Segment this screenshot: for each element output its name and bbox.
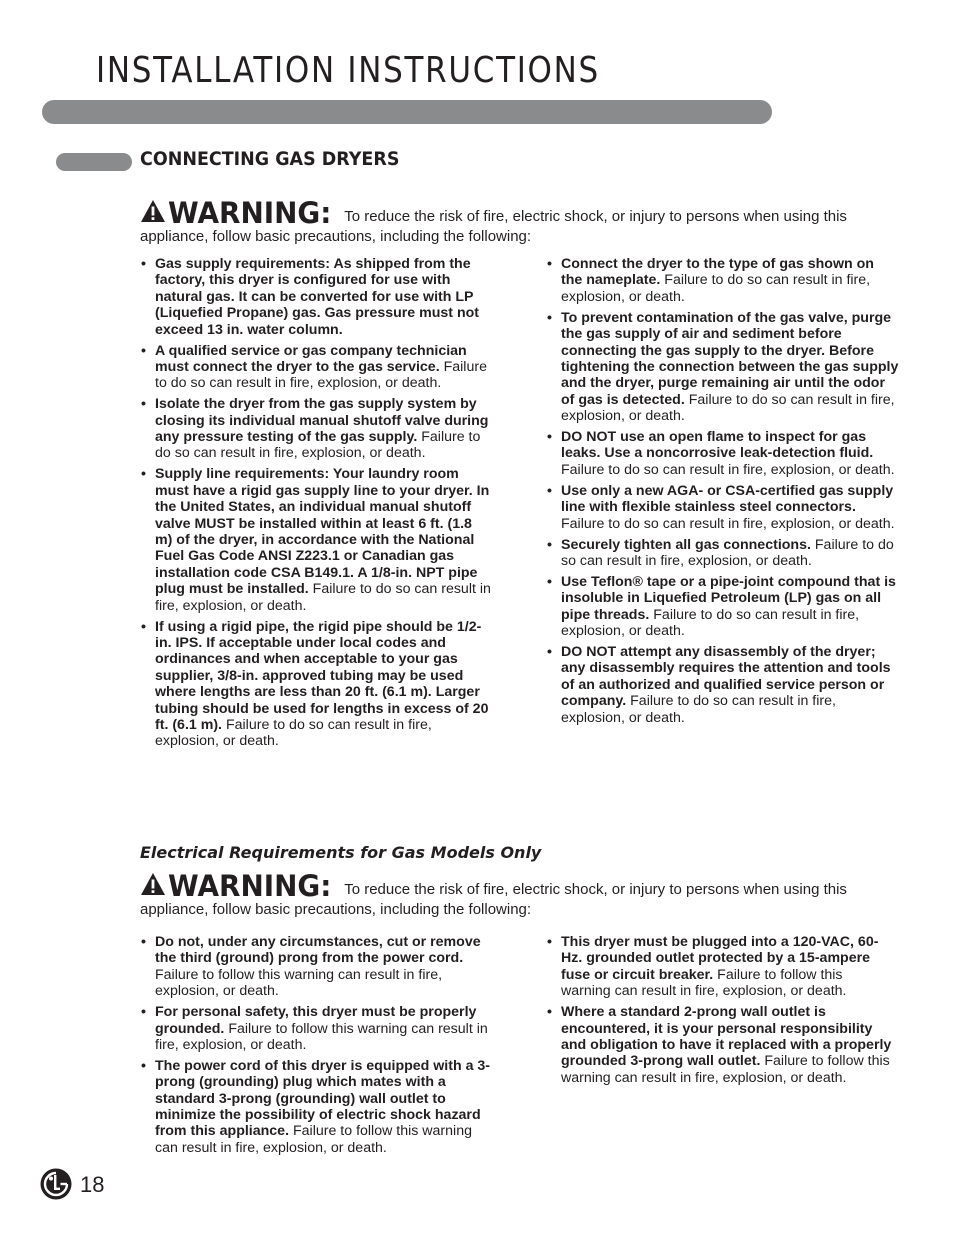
bullet-normal-text: Failure to do so can result in fire, explosion, or death. bbox=[155, 358, 487, 392]
bullet-normal-text: Failure to do so can result in fire, explosion, or death. bbox=[561, 606, 860, 640]
section-heading: CONNECTING GAS DRYERS bbox=[140, 148, 400, 170]
bullet-item bbox=[141, 934, 496, 1000]
bullet-item bbox=[141, 343, 493, 392]
electrical-warning-right-list bbox=[547, 934, 892, 1086]
bullet-item bbox=[547, 1004, 892, 1086]
warning-intro bbox=[140, 871, 885, 919]
bullet-bold-text: This dryer must be plugged into a 120-VAC, 60-Hz. grounded outlet protected by a 15-ampere fuse or circuit breaker. bbox=[561, 934, 879, 983]
bullet-item bbox=[547, 429, 899, 478]
bullet-bold-text: Connect the dryer to the type of gas shown on the nameplate. bbox=[561, 256, 874, 289]
warning-triangle-icon bbox=[140, 872, 166, 896]
bullet-item bbox=[141, 1004, 496, 1053]
warning-label: WARNING: bbox=[168, 869, 332, 903]
gas-warning-right-list bbox=[547, 256, 899, 726]
bullet-normal-text: Failure to follow this warning can result in fire, explosion, or death. bbox=[155, 1020, 488, 1053]
bullet-bold-text: Securely tighten all gas connections. bbox=[561, 536, 811, 553]
warning-triangle-icon bbox=[140, 199, 166, 223]
bullet-item bbox=[141, 466, 493, 614]
bullet-item bbox=[547, 574, 899, 640]
bullet-bold-text: DO NOT use an open flame to inspect for gas leaks. Use a noncorrosive leak-detection fluid. bbox=[561, 429, 874, 462]
bullet-normal-text: Failure to do so can result in fire, explosion, or death. bbox=[155, 716, 432, 750]
bullet-bold-text: If using a rigid pipe, the rigid pipe should be 1/2-in. IPS. If acceptable under local codes and ordinances and when acceptable to your gas supplier, 3/8-in. approved tubing may be used where lengths are less than 20 ft. (6.1 m). Larger tubing should be used for lengths in excess of 20 ft. (6.1 m). bbox=[155, 618, 489, 733]
bullet-bold-text: Supply line requirements: Your laundry room must have a rigid gas supply line to your dryer. In the United States, an individual manual shutoff valve MUST be installed within at least 6 ft. (1.8 m) of the dryer, in accordance with the National Fuel Gas Code ANSI Z223.1 or Canadian gas installation code CSA B149.1. A 1/8-in. NPT pipe plug must be installed. bbox=[155, 466, 490, 598]
bullet-item bbox=[547, 644, 899, 726]
page-title: INSTALLATION INSTRUCTIONS bbox=[96, 50, 600, 91]
bullet-normal-text: Failure to do so can result in fire, explosion, or death. bbox=[561, 515, 895, 532]
gas-warning-left-column bbox=[141, 256, 493, 754]
bullet-normal-text: Failure to do so can result in fire, explosion, or death. bbox=[155, 581, 491, 614]
warning-intro bbox=[140, 198, 885, 246]
bullet-item bbox=[141, 619, 493, 750]
warning-label: WARNING: bbox=[168, 196, 332, 230]
bullet-bold-text: To prevent contamination of the gas valve, purge the gas supply of air and sediment before connecting the gas supply to the dryer. Before tightening the connection between the gas supply and the dryer, purge remaining air until the odor of gas is detected. bbox=[561, 309, 899, 408]
gas-warning-left-list bbox=[141, 256, 493, 750]
bullet-normal-text: Failure to follow this warning can result in fire, explosion, or death. bbox=[155, 966, 443, 1000]
bullet-bold-text: The power cord of this dryer is equipped with a 3-prong (grounding) plug which mates with a standard 3-prong (grounding) wall outlet to minimize the possibility of electric shock hazard from this appliance. bbox=[155, 1057, 491, 1140]
bullet-normal-text: Failure to do so can result in fire, explosion, or death. bbox=[561, 391, 895, 425]
lg-logo-icon bbox=[40, 1168, 72, 1200]
bullet-item bbox=[547, 310, 899, 425]
gas-warning-right-column bbox=[547, 256, 899, 730]
electrical-warning-right-column bbox=[547, 934, 892, 1091]
warning-text-end: appliance, follow basic precautions, including the following: bbox=[140, 228, 532, 245]
bullet-normal-text: Failure to follow this warning can result in fire, explosion, or death. bbox=[561, 966, 847, 1000]
electrical-warning-left-list bbox=[141, 934, 496, 1156]
bullet-normal-text: Failure to do so can result in fire, explosion, or death. bbox=[561, 536, 894, 569]
warning-block-gas bbox=[140, 198, 885, 246]
electrical-warning-left-column bbox=[141, 934, 496, 1161]
bullet-bold-text: Where a standard 2-prong wall outlet is encountered, it is your personal responsibility and obligation to have it replaced with a properly grounded 3-prong wall outlet. bbox=[561, 1004, 892, 1070]
electrical-heading: Electrical Requirements for Gas Models Only bbox=[140, 843, 542, 862]
bullet-bold-text: Isolate the dryer from the gas supply system by closing its individual manual shutoff valve during any pressure testing of the gas supply. bbox=[155, 396, 489, 446]
bullet-normal-text: Failure to follow this warning can result in fire, explosion, or death. bbox=[561, 1053, 890, 1086]
warning-text-end: appliance, follow basic precautions, including the following: bbox=[140, 901, 532, 918]
bullet-item bbox=[141, 256, 493, 338]
title-bar-decoration bbox=[42, 100, 772, 124]
warning-block-electrical bbox=[140, 871, 885, 919]
bullet-bold-text: A qualified service or gas company technician must connect the dryer to the gas service. bbox=[155, 342, 467, 375]
bullet-item bbox=[547, 483, 899, 532]
bullet-item bbox=[547, 537, 899, 570]
bullet-normal-text: Failure to do so can result in fire, explosion, or death. bbox=[561, 693, 836, 726]
bullet-normal-text: Failure to follow this warning can result in fire, explosion, or death. bbox=[155, 1123, 472, 1156]
bullet-bold-text: Do not, under any circumstances, cut or remove the third (ground) prong from the power cord. bbox=[155, 934, 481, 967]
bullet-item bbox=[547, 934, 892, 1000]
page-number: 18 bbox=[80, 1172, 105, 1197]
bullet-bold-text: Use only a new AGA- or CSA-certified gas supply line with flexible stainless steel connectors. bbox=[561, 482, 894, 516]
bullet-bold-text: DO NOT attempt any disassembly of the dryer; any disassembly requires the attention and tools of an authorized and qualified service person or company. bbox=[561, 643, 891, 710]
bullet-normal-text: Failure to do so can result in fire, explosion, or death. bbox=[561, 272, 871, 305]
bullet-normal-text: Failure to do so can result in fire, explosion, or death. bbox=[561, 461, 895, 478]
bullet-item bbox=[141, 396, 493, 462]
warning-text-start: To reduce the risk of fire, electric shock, or injury to persons when using this bbox=[344, 881, 847, 898]
bullet-item bbox=[547, 256, 899, 305]
bullet-bold-text: For personal safety, this dryer must be properly grounded. bbox=[155, 1004, 477, 1037]
bullet-normal-text: Failure to do so can result in fire, explosion, or death. bbox=[155, 429, 481, 462]
section-pill-decoration bbox=[56, 153, 132, 171]
bullet-bold-text: Gas supply requirements: As shipped from the factory, this dryer is configured for use with natural gas. It can be converted for use with LP (Liquefied Propane) gas. Gas pressure must not exceed 13 in. water column. bbox=[155, 256, 480, 338]
bullet-bold-text: Use Teflon® tape or a pipe-joint compound that is insoluble in Liquefied Petroleum (LP) gas on all pipe threads. bbox=[561, 573, 896, 623]
bullet-item bbox=[141, 1058, 496, 1156]
warning-text-start: To reduce the risk of fire, electric shock, or injury to persons when using this bbox=[344, 208, 847, 225]
